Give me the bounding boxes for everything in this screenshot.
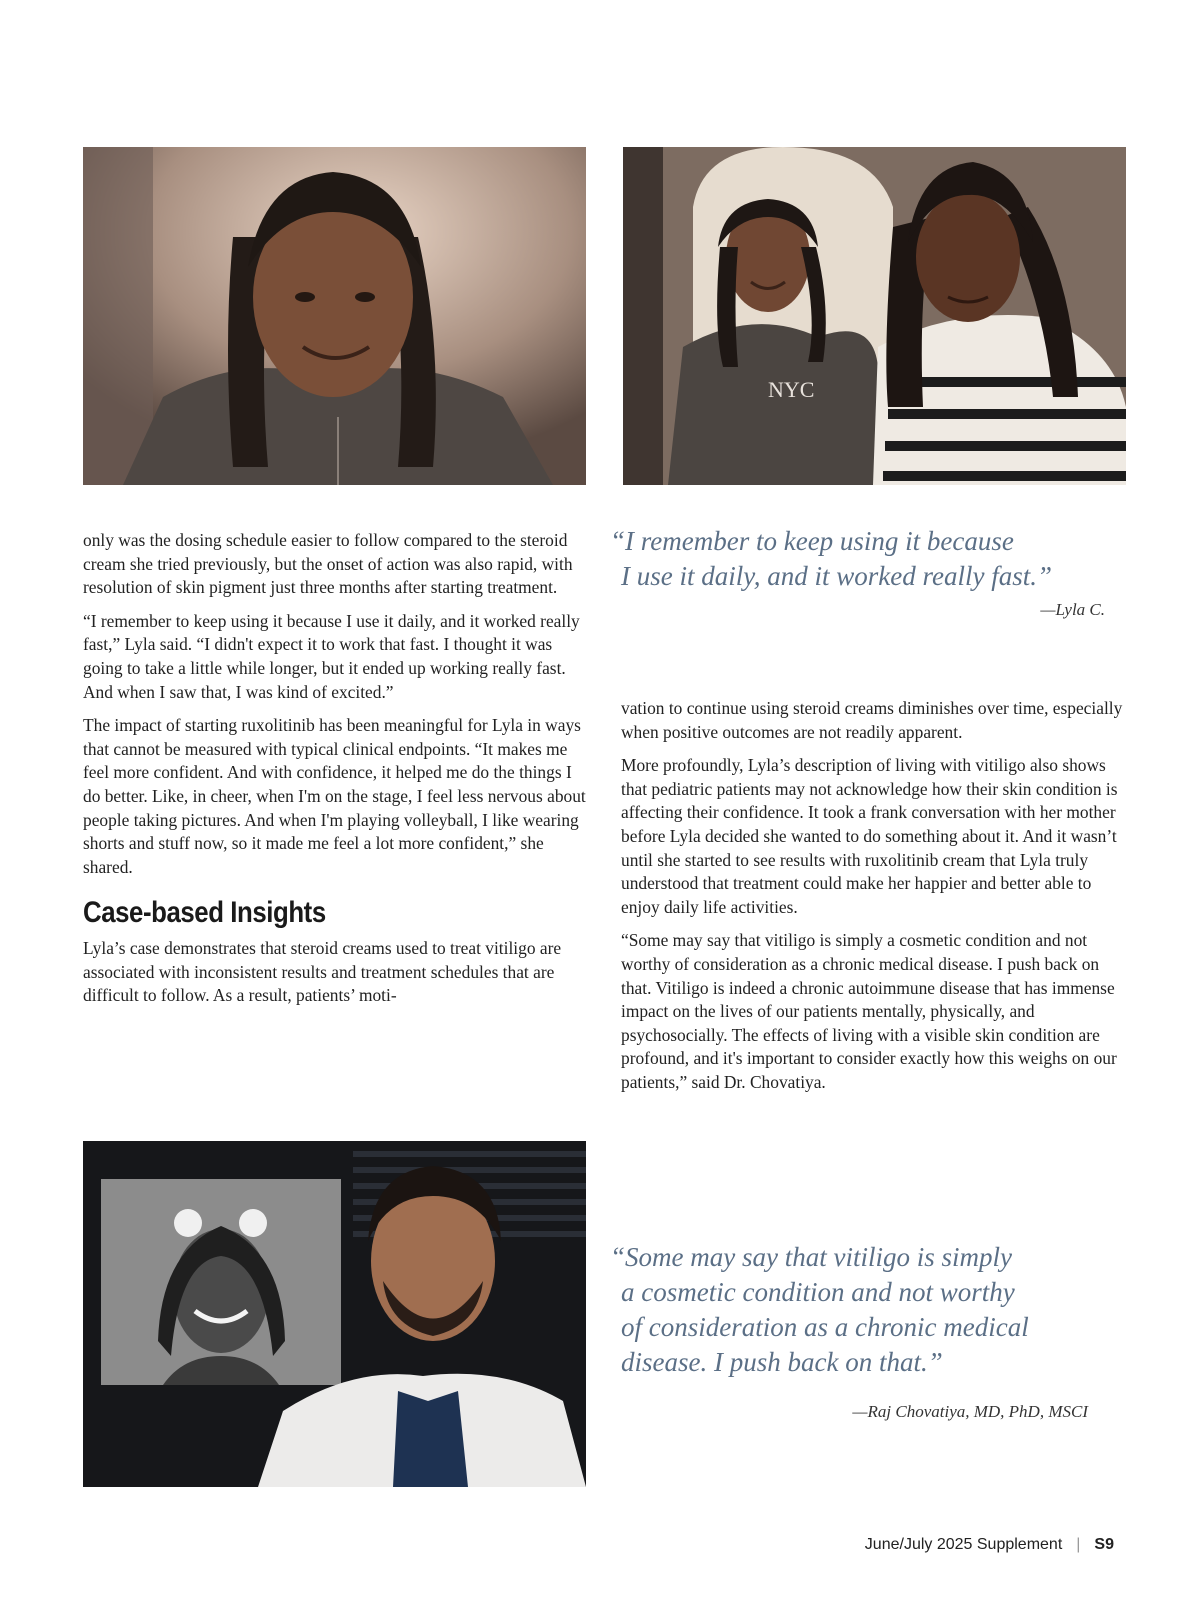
pull-quote-line: disease. I push back on that.” <box>621 1347 943 1377</box>
pull-quote-line: “I remember to keep using it because <box>610 526 1014 556</box>
pull-quote-attribution: —Lyla C. <box>1040 600 1105 619</box>
body-paragraph: “Some may say that vitiligo is simply a cosmetic condition and not worthy of consideration as a chronic medical disease. I push back on that. Vitiligo is indeed a chronic autoimmune disease that has immense impact on the lives of our patients mentally, physically, and psychosocially. The effects of living with a visible skin condition are profound, and it's important to consider exactly how this weighs on our patients,” said Dr. Chovatiya. <box>621 930 1117 1092</box>
hoodie-text: NYC <box>768 377 815 402</box>
body-paragraph: vation to continue using steroid creams diminishes over time, especially when positive outcomes are not readily apparent. <box>621 698 1123 742</box>
body-paragraph: Lyla’s case demonstrates that steroid creams used to treat vitiligo are associated with inconsistent results and treatment schedules that are difficult to follow. As a result, patients’ moti- <box>83 937 562 1006</box>
page-number: S9 <box>1094 1536 1114 1553</box>
right-column <box>621 697 1126 1105</box>
pull-quote-line: a cosmetic condition and not worthy <box>621 1277 1015 1307</box>
left-column <box>83 529 588 1018</box>
footer-separator: | <box>1076 1536 1081 1553</box>
body-paragraph: The impact of starting ruxolitinib has been meaningful for Lyla in ways that cannot be measured with typical clinical endpoints. “It makes me feel more confident. And with confidence, it helped me do the things I do better. Like, in cheer, when I'm on the stage, I feel less nervous about people taking pictures. And when I'm playing volleyball, I like wearing shorts and stuff now, so it made me feel a lot more confident,” she shared. <box>83 715 586 877</box>
body-paragraph: More profoundly, Lyla’s description of living with vitiligo also shows that pediatric patients may not acknowledge how their skin condition is affecting their confidence. It took a frank conversation with her mother before Lyla decided she wanted to do something about it. And it wasn’t until she started to see results with ruxolitinib cream that Lyla truly understood that treatment could make her happier and better able to enjoy daily life activities. <box>621 755 1118 917</box>
girl-portrait-photo <box>83 147 586 485</box>
body-paragraph: “I remember to keep using it because I use it daily, and it worked really fast,” Lyla said. “I didn't expect it to work that fast. I thought it was going to take a little while longer, but it ended up working really fast. And when I saw that, I was kind of excited.” <box>83 610 580 702</box>
pull-quote-line: of consideration as a chronic medical <box>621 1312 1029 1342</box>
girl-and-mother-photo <box>623 147 1126 485</box>
doctor-with-inset-photo <box>83 1141 586 1487</box>
section-heading: Case-based Insights <box>83 896 326 930</box>
pull-quote <box>610 1240 1029 1380</box>
page-footer <box>865 1536 1114 1554</box>
pull-quote-line: “Some may say that vitiligo is simply <box>610 1242 1012 1272</box>
pull-quote <box>610 524 1052 594</box>
issue-label: June/July 2025 Supplement <box>864 1536 1063 1553</box>
body-paragraph: only was the dosing schedule easier to follow compared to the steroid cream she tried previously, but the onset of action was also rapid, with resolution of skin pigment just three months after starting treatment. <box>83 530 573 598</box>
pull-quote-attribution: —Raj Chovatiya, MD, PhD, MSCI <box>852 1402 1088 1421</box>
pull-quote-line: I use it daily, and it worked really fast.” <box>621 561 1052 591</box>
